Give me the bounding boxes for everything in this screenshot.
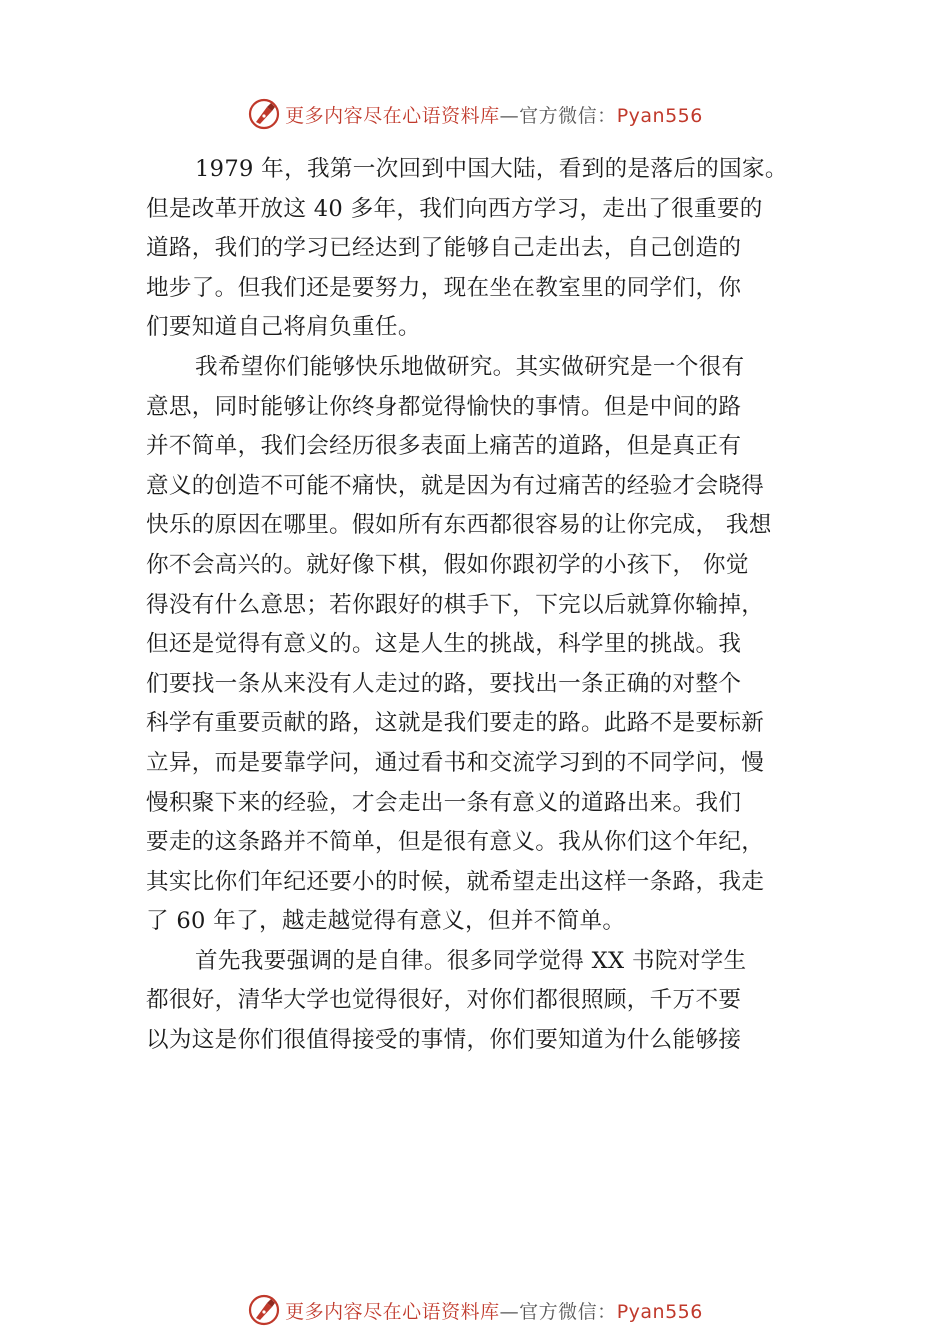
text-line: 了 60 年了，越走越觉得有意义，但并不简单。 xyxy=(146,908,626,935)
paragraph-1 xyxy=(146,150,836,348)
text-line: 其实比你们年纪还要小的时候，就希望走出这样一条路，我走 xyxy=(146,868,765,895)
paragraph-3 xyxy=(146,942,836,1061)
text-line: 但是改革开放这 40 多年，我们向西方学习，走出了很重要的 xyxy=(146,195,763,222)
text-line: 但还是觉得有意义的。这是人生的挑战，科学里的挑战。我 xyxy=(146,631,742,658)
footer-dash: — xyxy=(499,1300,520,1323)
text-line: 要走的这条路并不简单，但是很有意义。我从你们这个年纪， xyxy=(146,829,765,856)
footer-wechat-id: Pyan556 xyxy=(616,1300,703,1323)
text-line: 你不会高兴的。就好像下棋，假如你跟初学的小孩下， 你觉 xyxy=(146,551,749,578)
text-line: 地步了。但我们还是要努力，现在坐在教室里的同学们，你 xyxy=(146,274,742,301)
footer-banner-inner xyxy=(247,1293,703,1327)
text-line: 我希望你们能够快乐地做研究。其实做研究是一个很有 xyxy=(195,353,745,380)
footer-banner-text xyxy=(285,1297,703,1324)
text-line: 首先我要强调的是自律。很多同学觉得 XX 书院对学生 xyxy=(195,947,747,974)
header-brand: 更多内容尽在心语资料库 xyxy=(285,104,500,127)
footer-wechat-label: 官方微信： xyxy=(519,1300,617,1323)
text-line: 道路，我们的学习已经达到了能够自己走出去，自己创造的 xyxy=(146,235,742,262)
text-line: 慢积聚下来的经验，才会走出一条有意义的道路出来。我们 xyxy=(146,789,742,816)
text-line: 并不简单，我们会经历很多表面上痛苦的道路，但是真正有 xyxy=(146,433,742,460)
text-line: 们要知道自己将肩负重任。 xyxy=(146,314,421,341)
text-line: 1979 年，我第一次回到中国大陆，看到的是落后的国家。 xyxy=(195,156,788,182)
header-banner-text xyxy=(285,101,703,128)
document-body xyxy=(146,150,836,1061)
footer-brand: 更多内容尽在心语资料库 xyxy=(285,1300,500,1323)
text-line: 都很好，清华大学也觉得很好，对你们都很照顾，千万不要 xyxy=(146,987,742,1014)
paragraph-2 xyxy=(146,348,836,942)
text-line: 得没有什么意思；若你跟好的棋手下，下完以后就算你输掉， xyxy=(146,591,765,618)
text-line: 们要找一条从来没有人走过的路，要找出一条正确的对整个 xyxy=(146,670,742,697)
header-wechat-id: Pyan556 xyxy=(616,104,703,127)
text-line: 快乐的原因在哪里。假如所有东西都很容易的让你完成， 我想 xyxy=(146,512,772,539)
footer-banner xyxy=(0,1290,950,1330)
header-dash: — xyxy=(499,104,520,127)
header-banner xyxy=(0,94,950,134)
text-line: 科学有重要贡献的路，这就是我们要走的路。此路不是要标新 xyxy=(146,710,765,737)
header-banner-inner xyxy=(247,97,703,131)
text-line: 意思，同时能够让你终身都觉得愉快的事情。但是中间的路 xyxy=(146,393,742,420)
pen-nib-logo-icon xyxy=(247,1293,281,1327)
text-line: 以为这是你们很值得接受的事情，你们要知道为什么能够接 xyxy=(146,1027,742,1054)
header-wechat-label: 官方微信： xyxy=(519,104,617,127)
pen-nib-logo-icon xyxy=(247,97,281,131)
text-line: 立异，而是要靠学问，通过看书和交流学习到的不同学问，慢 xyxy=(146,749,765,776)
text-line: 意义的创造不可能不痛快，就是因为有过痛苦的经验才会晓得 xyxy=(146,472,765,499)
